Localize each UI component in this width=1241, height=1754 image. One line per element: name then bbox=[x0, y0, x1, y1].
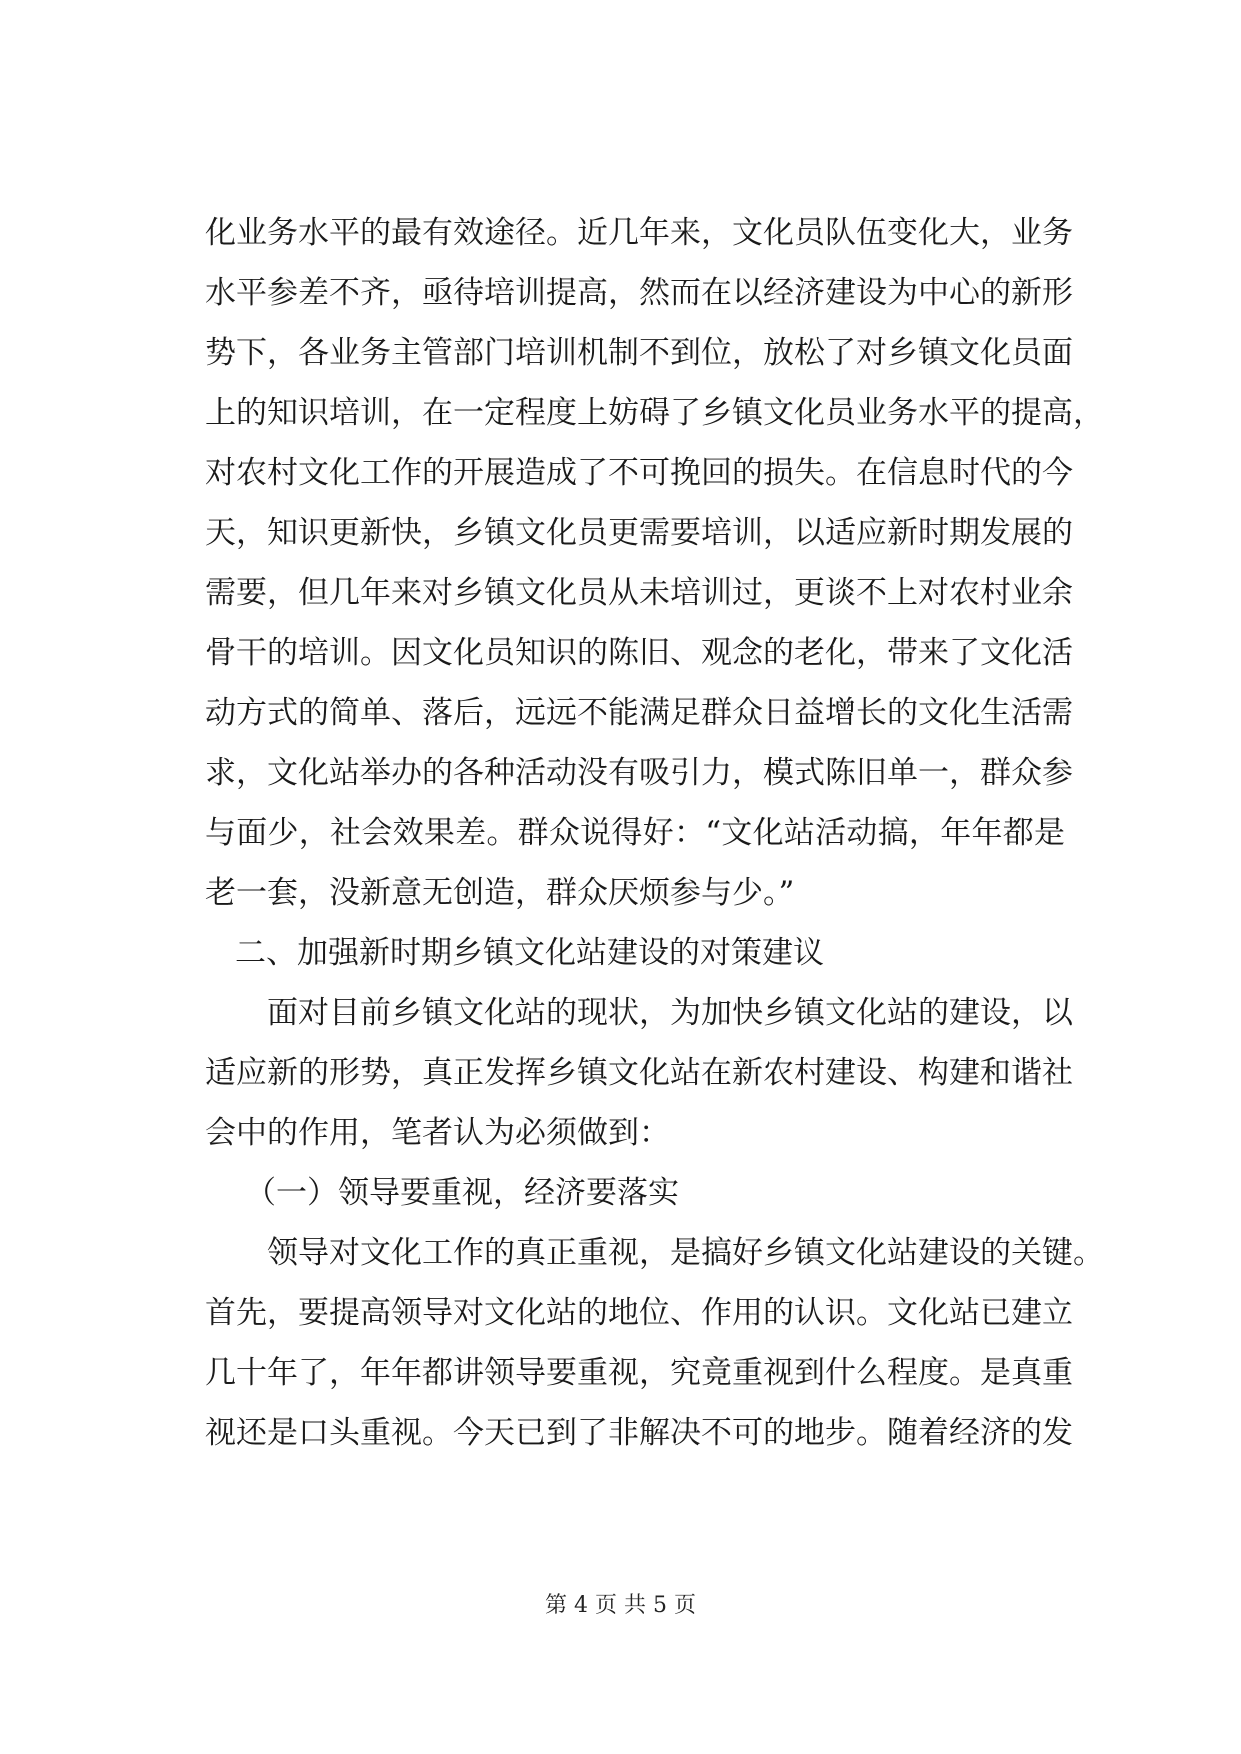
subsection-heading: （一）领导要重视，经济要落实 bbox=[245, 1175, 679, 1211]
text-line: 化业务水平的最有效途径。近几年来，文化员队伍变化大，业务 bbox=[205, 215, 1073, 251]
text-line: 视还是口头重视。今天已到了非解决不可的地步。随着经济的发 bbox=[205, 1415, 1073, 1451]
text-line: 天，知识更新快，乡镇文化员更需要培训，以适应新时期发展的 bbox=[205, 515, 1073, 551]
text-line: 对农村文化工作的开展造成了不可挽回的损失。在信息时代的今 bbox=[205, 455, 1073, 491]
text-line: 上的知识培训，在一定程度上妨碍了乡镇文化员业务水平的提高， bbox=[205, 395, 1104, 431]
text-line: 面对目前乡镇文化站的现状，为加快乡镇文化站的建设，以 bbox=[267, 995, 1073, 1031]
text-line: 骨干的培训。因文化员知识的陈旧、观念的老化，带来了文化活 bbox=[205, 635, 1073, 671]
page-number-footer: 第 4 页 共 5 页 bbox=[545, 1593, 696, 1618]
text-line: 老一套，没新意无创造，群众厌烦参与少。” bbox=[205, 875, 795, 911]
section-heading: 二、加强新时期乡镇文化站建设的对策建议 bbox=[235, 935, 824, 971]
text-line: 会中的作用，笔者认为必须做到： bbox=[205, 1115, 670, 1151]
text-line: 需要，但几年来对乡镇文化员从未培训过，更谈不上对农村业余 bbox=[205, 575, 1073, 611]
text-line: 与面少，社会效果差。群众说得好：“文化站活动搞，年年都是 bbox=[205, 815, 1065, 851]
text-line: 势下，各业务主管部门培训机制不到位，放松了对乡镇文化员面 bbox=[205, 335, 1073, 371]
text-line: 领导对文化工作的真正重视，是搞好乡镇文化站建设的关键。 bbox=[267, 1235, 1104, 1271]
text-line: 求，文化站举办的各种活动没有吸引力，模式陈旧单一，群众参 bbox=[205, 755, 1073, 791]
text-line: 水平参差不齐，亟待培训提高，然而在以经济建设为中心的新形 bbox=[205, 275, 1073, 311]
text-line: 动方式的简单、落后，远远不能满足群众日益增长的文化生活需 bbox=[205, 695, 1073, 731]
text-line: 适应新的形势，真正发挥乡镇文化站在新农村建设、构建和谐社 bbox=[205, 1055, 1073, 1091]
text-line: 几十年了，年年都讲领导要重视，究竟重视到什么程度。是真重 bbox=[205, 1355, 1073, 1391]
text-line: 首先，要提高领导对文化站的地位、作用的认识。文化站已建立 bbox=[205, 1295, 1073, 1331]
document-body bbox=[205, 203, 1104, 1463]
